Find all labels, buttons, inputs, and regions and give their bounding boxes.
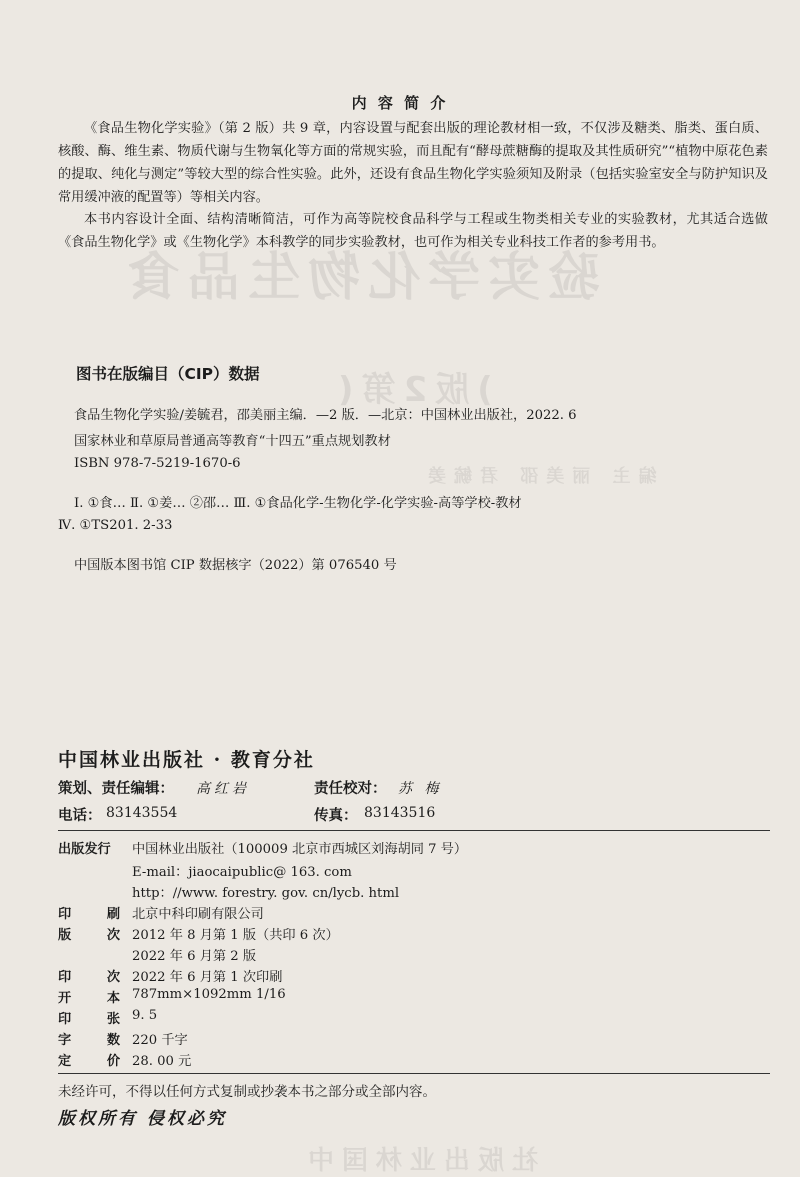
- intro-paragraph-2: 本书内容设计全面、结构清晰简洁，可作为高等院校食品科学与工程或生物类相关专业的实验教材，尤其适合选做《食品生物化学》或《生物化学》本科教学的同步实验教材，也可作为相关专业科技工作者的参考用书。: [58, 212, 768, 250]
- format-label: 开 本: [58, 991, 120, 1006]
- edition-value-2: 2022 年 6 月第 2 版: [132, 949, 257, 964]
- edition-value-1: 2012 年 8 月第 1 版（共印 6 次）: [132, 928, 339, 943]
- cip-title: 图书在版编目（CIP）数据: [76, 365, 260, 383]
- watermark-edition: )版2第(: [330, 370, 493, 410]
- sheets-value: 9. 5: [132, 1008, 158, 1023]
- editor-label: 策划、责任编辑：: [58, 781, 174, 797]
- edition-label: 版 次: [58, 928, 120, 943]
- watermark-publisher: 社版出业林国中: [300, 1146, 539, 1176]
- fax-value: 83143516: [364, 805, 436, 821]
- cip-classification-1: Ⅰ. ①食… Ⅱ. ①姜… ②邵… Ⅲ. ①食品化学-生物化学-化学实验-高等学校-教材: [74, 496, 522, 511]
- proofreader-value: 苏 梅: [398, 781, 443, 797]
- divider-bottom: [58, 1073, 770, 1074]
- divider-top: [58, 830, 770, 831]
- price-value: 28. 00 元: [132, 1054, 192, 1069]
- words-value: 220 千字: [132, 1033, 188, 1048]
- fax-label: 传真：: [314, 808, 358, 824]
- cip-series-line: 国家林业和草原局普通高等教育“十四五”重点规划教材: [74, 434, 391, 449]
- cip-catalog-line: 食品生物化学实验/姜毓君，邵美丽主编．—2 版．—北京：中国林业出版社，2022. 6: [74, 408, 577, 423]
- publish-label: 出版发行: [58, 842, 111, 857]
- sheets-label: 印 张: [58, 1012, 120, 1027]
- watermark-show-through: 验实学化物生品食: [120, 248, 601, 308]
- printing-label: 印 次: [58, 970, 120, 985]
- watermark-editors: 编主 丽美邵 君毓姜: [420, 466, 657, 487]
- editor-value: 高红岩: [196, 781, 250, 797]
- printing-value: 2022 年 6 月第 1 次印刷: [132, 970, 283, 985]
- words-label: 字 数: [58, 1033, 120, 1048]
- publisher-name: 中国林业出版社 · 教育分社: [58, 749, 315, 771]
- copy-notice: 未经许可，不得以任何方式复制或抄袭本书之部分或全部内容。: [58, 1084, 436, 1100]
- email-value: E-mail：jiaocaipublic@ 163. com: [132, 865, 352, 880]
- format-value: 787mm×1092mm 1/16: [132, 987, 286, 1002]
- cip-check-number: 中国版本图书馆 CIP 数据核字（2022）第 076540 号: [74, 558, 397, 573]
- cip-isbn: ISBN 978-7-5219-1670-6: [74, 456, 241, 471]
- website-value: http：//www. forestry. gov. cn/lycb. html: [132, 886, 400, 901]
- intro-title: 内 容 简 介: [351, 94, 449, 112]
- printer-value: 北京中科印刷有限公司: [132, 907, 264, 922]
- cip-classification-2: Ⅳ. ①TS201. 2-33: [58, 518, 173, 533]
- intro-paragraph-1: 《食品生物化学实验》（第 2 版）共 9 章，内容设置与配套出版的理论教材相一致，不仅涉及糖类、脂类、蛋白质、核酸、酶、维生素、物质代谢与生物氧化等方面的常规实验，而且配有“酵母蔗糖酶的提取及其性质研究”“植物中原花色素的提取、纯化与测定”等较大型的综合性实验。此外，还设有食品生物化学实验须知及附录（包括实验室安全与防护知识及常用缓冲液的配置等）等相关内容。: [58, 121, 768, 205]
- copyright-statement: 版权所有 侵权必究: [58, 1109, 227, 1129]
- publish-value: 中国林业出版社（100009 北京市西城区刘海胡同 7 号）: [132, 842, 468, 857]
- phone-value: 83143554: [106, 805, 178, 821]
- phone-label: 电话：: [58, 808, 102, 824]
- printer-label: 印 刷: [58, 907, 120, 922]
- proofreader-label: 责任校对：: [314, 781, 387, 797]
- price-label: 定 价: [58, 1054, 120, 1069]
